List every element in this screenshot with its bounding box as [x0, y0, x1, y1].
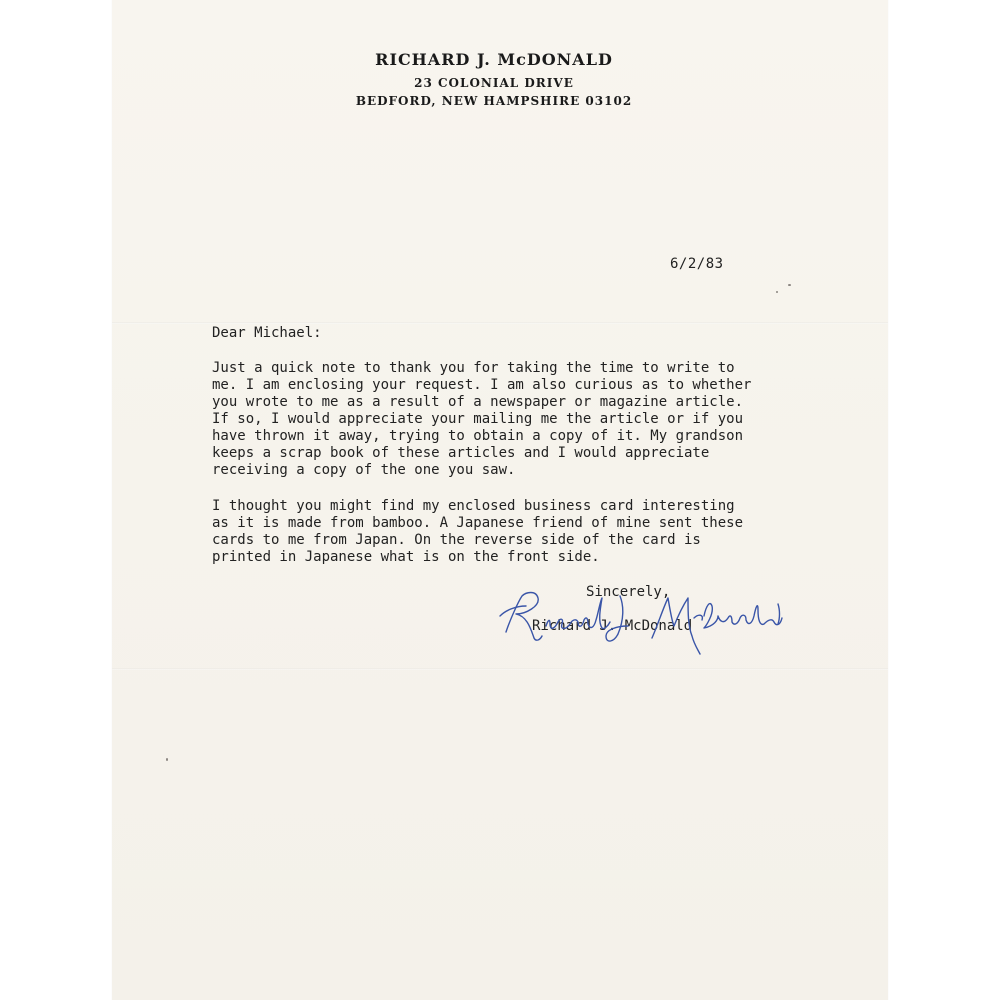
paper-fold-line — [112, 322, 888, 324]
paper-speck — [788, 284, 791, 286]
typed-signature-name: Richard J. McDonald — [532, 618, 693, 634]
letterhead — [112, 50, 888, 110]
letter-page — [112, 0, 888, 1000]
letterhead-city: BEDFORD, NEW HAMPSHIRE 03102 — [355, 94, 633, 108]
paper-speck — [166, 758, 168, 761]
letterhead-name: RICHARD J. McDONALD — [375, 50, 613, 69]
paper-fold-line — [112, 668, 888, 670]
handwritten-signature — [492, 580, 792, 655]
paper-speck — [776, 291, 778, 293]
letterhead-street: 23 COLONIAL DRIVE — [414, 76, 574, 90]
closing: Sincerely, — [586, 584, 671, 600]
salutation: Dear Michael: — [212, 325, 322, 341]
body-paragraph: I thought you might find my enclosed business card interesting as it is made from bamboo. A Japanese friend of mine sent these cards to me from Japan. On the reverse side of the card is printed in Japanese what is on the front side. — [212, 498, 744, 565]
letter-date: 6/2/83 — [670, 256, 724, 272]
body-paragraph: Just a quick note to thank you for taking the time to write to me. I am enclosing your request. I am also curious as to whether you wrote to me as a result of a newspaper or magazine article. If so, I would appreciate your mailing me the article or if you have thrown it away, trying to obtain a copy of it. My grandson keeps a scrap book of these articles and I would appreciate receiving a copy of the one you saw. — [212, 360, 752, 478]
